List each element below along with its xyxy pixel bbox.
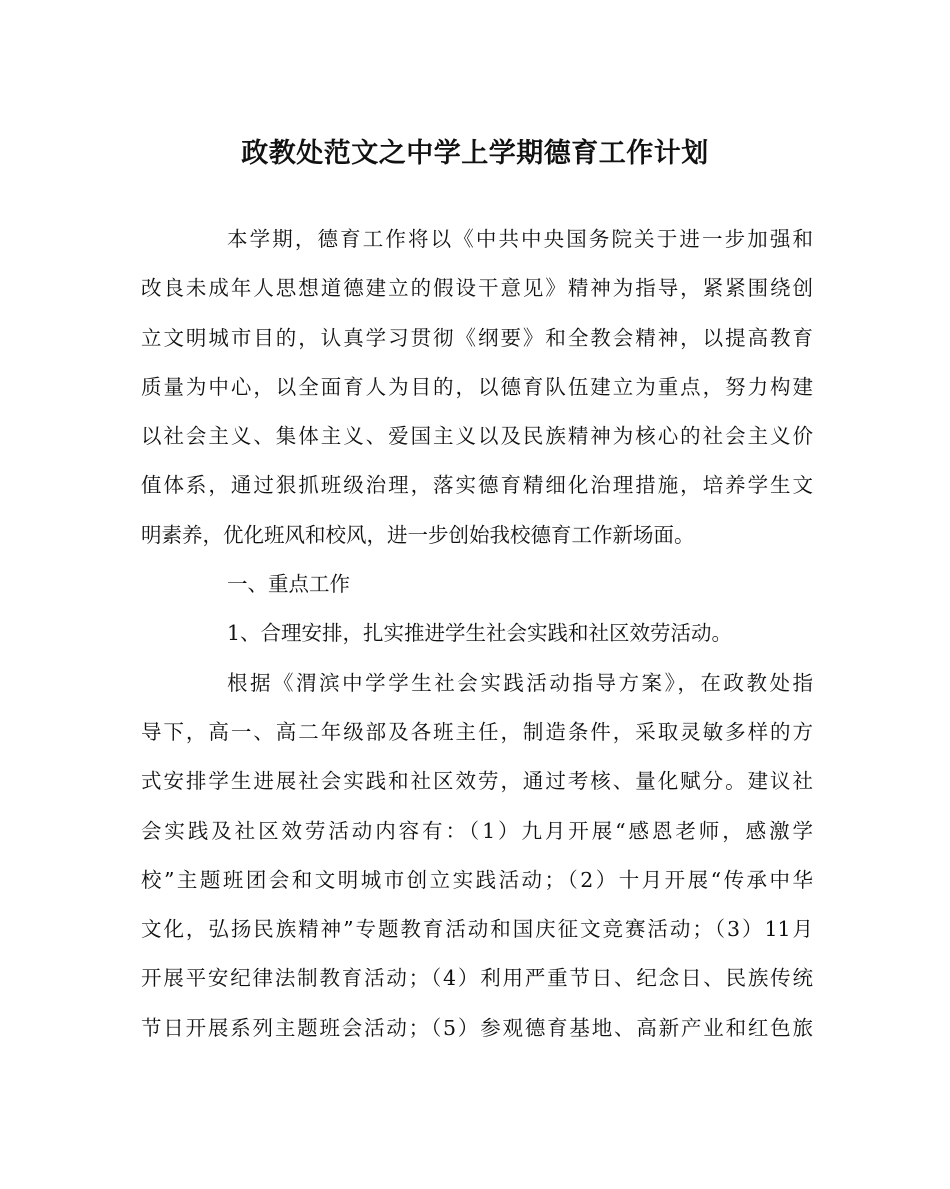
paragraph-line: 节日开展系列主题班会活动；（5）参观德育基地、高新产业和红色旅	[141, 1015, 813, 1040]
paragraph-line: 本学期，德育工作将以《中共中央国务院关于进一步加强和	[227, 227, 813, 251]
paragraph-line: 导下，高一、高二年级部及各班主任，制造条件，采取灵敏多样的方	[141, 719, 813, 744]
paragraph-line: 式安排学生进展社会实践和社区效劳，通过考核、量化赋分。建议社	[141, 769, 813, 794]
paragraph-line: 质量为中心，以全面育人为目的，以德育队伍建立为重点，努力构建	[141, 374, 813, 399]
paragraph-line: 明素养，优化班风和校风，进一步创始我校德育工作新场面。	[141, 522, 695, 547]
paragraph-line: 改良未成年人思想道德建立的假设干意见》精神为指导，紧紧围绕创	[141, 276, 813, 301]
paragraph-line: 文化，弘扬民族精神”专题教育活动和国庆征文竞赛活动；（3）11月	[141, 917, 813, 942]
paragraph-line: 立文明城市目的，认真学习贯彻《纲要》和全教会精神，以提高教育	[141, 325, 813, 350]
paragraph-line: 根据《渭滨中学学生社会实践活动指导方案》，在政教处指	[227, 670, 813, 695]
paragraph-line: 会实践及社区效劳活动内容有：（1）九月开展“感恩老师，感激学	[141, 818, 813, 843]
paragraph-line: 以社会主义、集体主义、爱国主义以及民族精神为核心的社会主义价	[141, 424, 813, 449]
paragraph-line: 一、重点工作	[227, 572, 350, 597]
document-body	[141, 215, 813, 1053]
paragraph-line: 校”主题班团会和文明城市创立实践活动；（2）十月开展“传承中华	[141, 867, 813, 892]
document-title: 政教处范文之中学上学期德育工作计划	[241, 138, 709, 169]
paragraph-line: 值体系，通过狠抓班级治理，落实德育精细化治理措施，培养学生文	[141, 473, 813, 498]
paragraph-line: 1、合理安排，扎实推进学生社会实践和社区效劳活动。	[227, 621, 733, 646]
paragraph-line: 开展平安纪律法制教育活动；（4）利用严重节日、纪念日、民族传统	[141, 966, 813, 991]
